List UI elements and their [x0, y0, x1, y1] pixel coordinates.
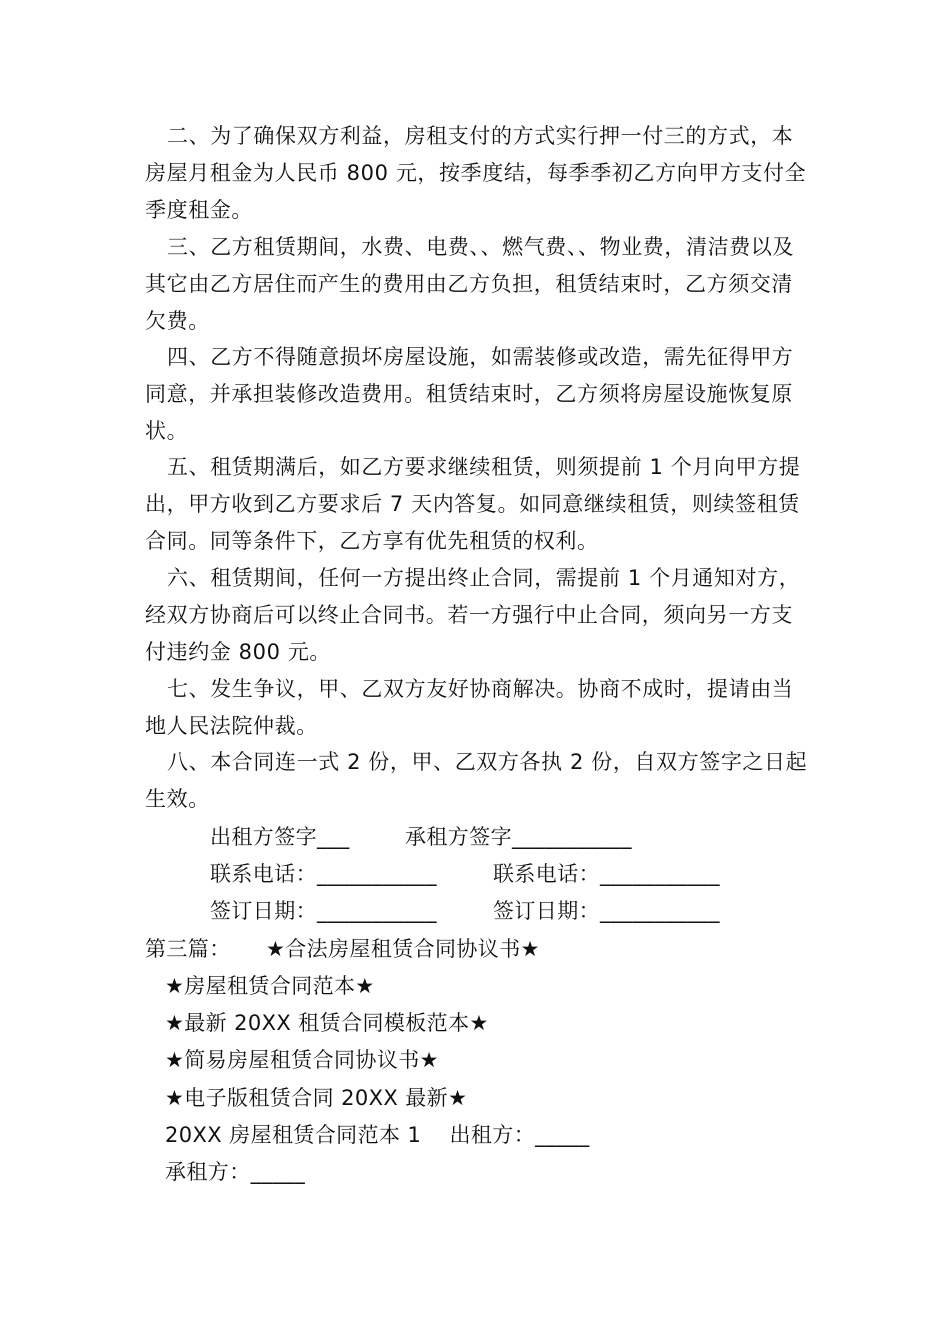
clause-7: 七、发生争议，甲、乙双方友好协商解决。协商不成时，提请由当地人民法院仲裁。 [145, 677, 794, 738]
related-link[interactable]: ★简易房屋租赁合同协议书★ [165, 1048, 439, 1072]
sample-title-line: 20XX 房屋租赁合同范本 1 出租方：_____ [165, 1123, 590, 1147]
related-link[interactable]: ★电子版租赁合同 20XX 最新★ [165, 1086, 468, 1110]
clause-8: 八、本合同连一式 2 份，甲、乙双方各执 2 份，自双方签字之日起生效。 [145, 750, 808, 811]
landlord-phone-field: 联系电话：___________ [210, 862, 437, 886]
clause-3: 三、乙方租赁期间，水费、电费、、燃气费、、物业费，清洁费以及其它由乙方居住而产生的费用由乙方负担，租赁结束时，乙方须交清欠费。 [145, 235, 794, 333]
section-heading: 第三篇： ★合法房屋租赁合同协议书★ [145, 937, 540, 961]
landlord-date-field: 签订日期：___________ [210, 899, 437, 923]
clause-5: 五、租赁期满后，如乙方要求继续租赁，则须提前 1 个月向甲方提出，甲方收到乙方要求后 7 天内答复。如同意继续租赁，则续签租赁合同。同等条件下，乙方享有优先租赁的权利。 [145, 455, 801, 553]
clause-6: 六、租赁期间，任何一方提出终止合同，需提前 1 个月通知对方，经双方协商后可以终止合同书。若一方强行中止合同，须向另一方支付违约金 800 元。 [145, 566, 801, 664]
related-link[interactable]: ★最新 20XX 租赁合同模板范本★ [165, 1011, 489, 1035]
related-link[interactable]: ★房屋租赁合同范本★ [165, 974, 375, 998]
clause-2: 二、为了确保双方利益，房租支付的方式实行押一付三的方式，本房屋月租金为人民币 800 元，按季度结，每季季初乙方向甲方支付全季度租金。 [145, 124, 807, 222]
tenant-signature-field: 承租方签字___________ [405, 825, 632, 849]
clause-4: 四、乙方不得随意损坏房屋设施，如需装修或改造，需先征得甲方同意，并承担装修改造费用。租赁结束时，乙方须将房屋设施恢复原状。 [145, 345, 794, 443]
tenant-line: 承租方：_____ [165, 1160, 306, 1184]
tenant-phone-field: 联系电话：___________ [493, 862, 720, 886]
landlord-signature-field: 出租方签字___ [210, 825, 350, 849]
tenant-date-field: 签订日期：___________ [493, 899, 720, 923]
